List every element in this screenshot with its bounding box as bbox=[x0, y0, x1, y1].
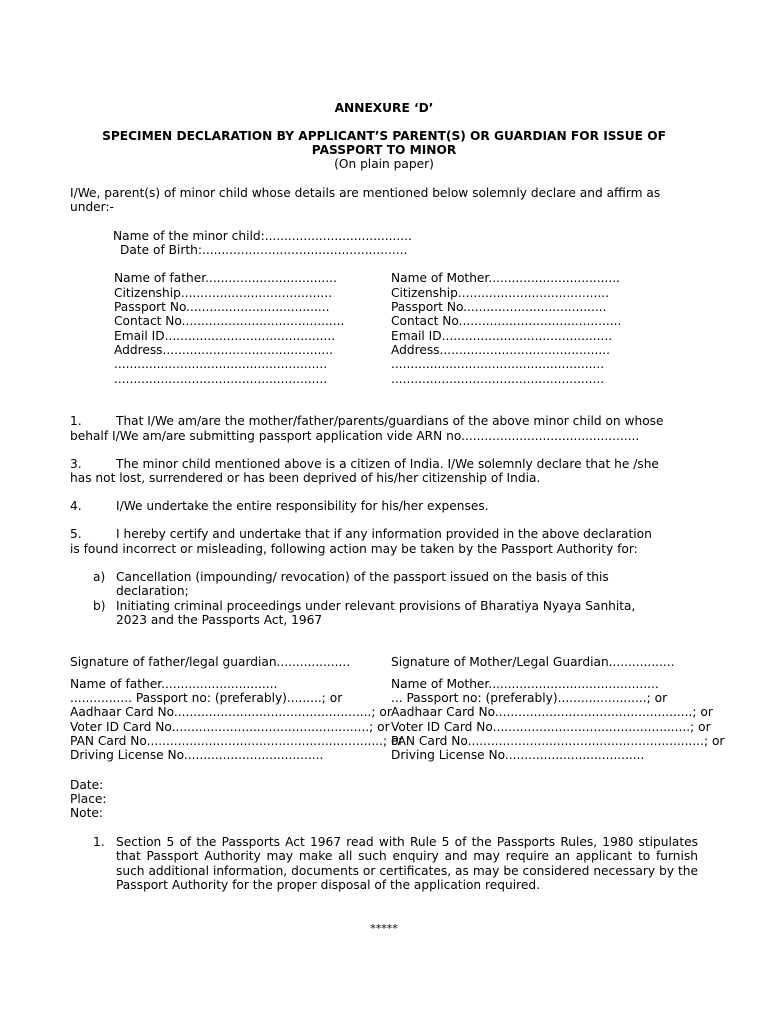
father-sig-aadhaar: Aadhaar Card No...................................................; or bbox=[70, 705, 392, 719]
point-1-line1: That I/We am/are the mother/father/parents/guardians of the above minor child on whose bbox=[116, 414, 664, 428]
father-sig-driving-license: Driving License No.................................... bbox=[70, 748, 324, 762]
child-dob-field: Date of Birth:..................................................... bbox=[120, 243, 408, 257]
father-sig-pan: PAN Card No.............................................................; or bbox=[70, 734, 404, 748]
mother-sig-name: Name of Mother............................................ bbox=[391, 677, 659, 691]
document-subtitle: (On plain paper) bbox=[334, 157, 434, 171]
mother-citizenship-field: Citizenship....................................... bbox=[391, 286, 609, 300]
mother-sig-driving-license: Driving License No.................................... bbox=[391, 748, 645, 762]
father-email-field: Email ID............................................ bbox=[114, 329, 336, 343]
mother-sig-voter-id: Voter ID Card No...................................................; or bbox=[391, 720, 711, 734]
point-5-line2: is found incorrect or misleading, following action may be taken by the Passport Authority for: bbox=[70, 542, 638, 556]
father-signature-field: Signature of father/legal guardian................... bbox=[70, 655, 351, 669]
document-title-line1: SPECIMEN DECLARATION BY APPLICANT’S PARENT(S) OR GUARDIAN FOR ISSUE OF bbox=[102, 129, 666, 143]
action-b-line1: Initiating criminal proceedings under relevant provisions of Bharatiya Nyaya Sanhita, bbox=[116, 599, 636, 613]
point-5-line1: I hereby certify and undertake that if any information provided in the above declaration bbox=[116, 527, 652, 541]
intro-line2: under:- bbox=[70, 200, 114, 214]
mother-name-field: Name of Mother.................................. bbox=[391, 271, 621, 285]
point-3-number: 3. bbox=[70, 457, 82, 471]
father-sig-name: Name of father.............................. bbox=[70, 677, 278, 691]
mother-sig-pan: PAN Card No.............................................................; or bbox=[391, 734, 725, 748]
date-label: Date: bbox=[70, 778, 104, 792]
father-passport-field: Passport No..................................... bbox=[114, 300, 330, 314]
point-4-number: 4. bbox=[70, 499, 82, 513]
place-label: Place: bbox=[70, 792, 107, 806]
point-5-number: 5. bbox=[70, 527, 82, 541]
mother-sig-aadhaar: Aadhaar Card No...................................................; or bbox=[391, 705, 713, 719]
father-address-line3: ....................................................... bbox=[114, 372, 328, 386]
action-a-line2: declaration; bbox=[116, 584, 189, 598]
action-b-label: b) bbox=[93, 599, 106, 613]
note-1-text: Section 5 of the Passports Act 1967 read with Rule 5 of the Passports Rules, 1980 stipulates that Passport Authority may make all such enquiry and may require an applicant to furnish such additional information, documents or certificates, as may be considered necessary by the Passport Authority for the proper disposal of the application required. bbox=[116, 835, 698, 892]
mother-address-field: Address............................................ bbox=[391, 343, 610, 357]
mother-contact-field: Contact No.......................................... bbox=[391, 314, 622, 328]
mother-address-line3: ....................................................... bbox=[391, 372, 605, 386]
action-b-line2: 2023 and the Passports Act, 1967 bbox=[116, 613, 323, 627]
father-address-line2: ....................................................... bbox=[114, 357, 328, 371]
father-sig-passport: ................ Passport no: (preferably).........; or bbox=[70, 691, 343, 705]
father-sig-voter-id: Voter ID Card No...................................................; or bbox=[70, 720, 390, 734]
mother-address-line2: ....................................................... bbox=[391, 357, 605, 371]
intro-line1: I/We, parent(s) of minor child whose details are mentioned below solemnly declare and affirm as bbox=[70, 186, 661, 200]
end-stars: ***** bbox=[370, 922, 398, 935]
father-name-field: Name of father.................................. bbox=[114, 271, 337, 285]
point-3-line2: has not lost, surrendered or has been deprived of his/her citizenship of India. bbox=[70, 471, 541, 485]
note-label: Note: bbox=[70, 806, 103, 820]
point-1-number: 1. bbox=[70, 414, 82, 428]
father-contact-field: Contact No.......................................... bbox=[114, 314, 345, 328]
annexure-label: ANNEXURE ‘D’ bbox=[334, 101, 434, 115]
point-1-line2: behalf I/We am/are submitting passport application vide ARN no.............................................. bbox=[70, 429, 640, 443]
mother-passport-field: Passport No..................................... bbox=[391, 300, 607, 314]
mother-email-field: Email ID............................................ bbox=[391, 329, 613, 343]
document-title-line2: PASSPORT TO MINOR bbox=[311, 143, 457, 157]
mother-signature-field: Signature of Mother/Legal Guardian................. bbox=[391, 655, 675, 669]
child-name-field: Name of the minor child:...................................... bbox=[113, 229, 412, 243]
action-a-label: a) bbox=[93, 570, 106, 584]
mother-sig-passport: ... Passport no: (preferably).......................; or bbox=[391, 691, 668, 705]
father-address-field: Address............................................ bbox=[114, 343, 333, 357]
action-a-line1: Cancellation (impounding/ revocation) of the passport issued on the basis of this bbox=[116, 570, 609, 584]
point-4-line1: I/We undertake the entire responsibility for his/her expenses. bbox=[116, 499, 489, 513]
father-citizenship-field: Citizenship....................................... bbox=[114, 286, 332, 300]
note-1-number: 1. bbox=[93, 835, 105, 849]
point-3-line1: The minor child mentioned above is a citizen of India. I/We solemnly declare that he /she bbox=[116, 457, 659, 471]
